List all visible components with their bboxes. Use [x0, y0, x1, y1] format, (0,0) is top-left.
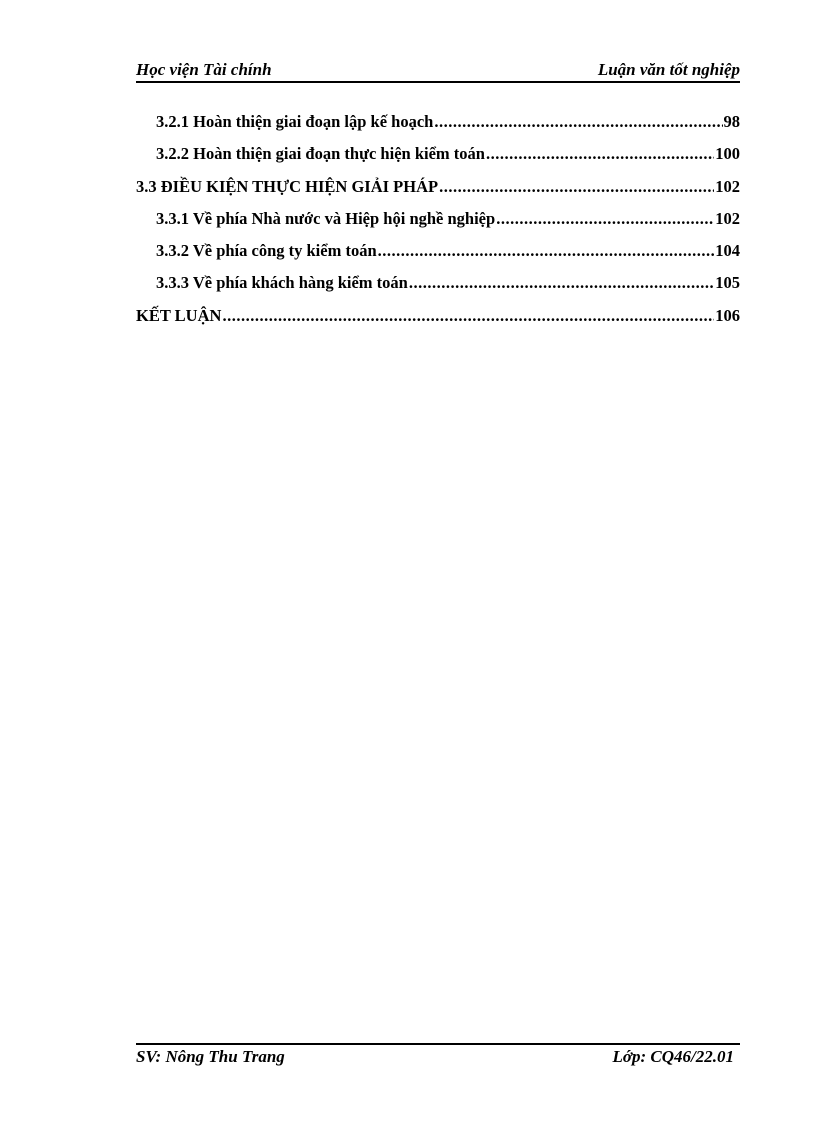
toc-entry[interactable]: [136, 306, 740, 338]
footer-student-name: SV: Nông Thu Trang: [136, 1047, 285, 1066]
toc-entry[interactable]: [136, 144, 740, 176]
toc-leader-dots: [496, 209, 714, 229]
toc-leader-dots: [434, 112, 722, 132]
toc-entry-label: 3.2.1 Hoàn thiện giai đoạn lập kế hoạch: [156, 112, 434, 131]
toc-leader-dots: [409, 273, 714, 293]
toc-entry-label: 3.3.1 Về phía Nhà nước và Hiệp hội nghề nghiệp: [156, 208, 496, 228]
toc-entry[interactable]: [136, 177, 740, 209]
toc-entry[interactable]: [136, 241, 740, 273]
table-of-contents: [136, 112, 740, 338]
toc-entry-label: 3.3.3 Về phía khách hàng kiểm toán: [156, 273, 408, 293]
toc-entry-page: 105: [715, 273, 740, 293]
toc-entry[interactable]: [136, 209, 740, 241]
toc-entry[interactable]: [136, 273, 740, 305]
toc-entry-page: 102: [715, 176, 740, 196]
toc-entry-page: 106: [715, 305, 740, 325]
toc-entry-label: 3.2.2 Hoàn thiện giai đoạn thực hiện kiểm toán: [156, 144, 485, 164]
page-header: [136, 58, 740, 83]
header-document-type: Luận văn tốt nghiệp: [597, 60, 740, 79]
toc-entry-page: 104: [715, 241, 740, 261]
page-footer: [136, 1043, 740, 1067]
toc-leader-dots: [222, 306, 714, 326]
footer-class-code: Lớp: CQ46/22.01: [612, 1047, 734, 1066]
toc-entry-page: 100: [715, 144, 740, 164]
toc-leader-dots: [378, 241, 715, 261]
toc-entry-label: KẾT LUẬN: [136, 305, 222, 325]
toc-entry[interactable]: [136, 112, 740, 144]
toc-entry-page: 98: [723, 112, 740, 131]
header-institution: Học viện Tài chính: [136, 60, 272, 79]
toc-leader-dots: [439, 177, 714, 197]
toc-entry-label: 3.3.2 Về phía công ty kiểm toán: [156, 241, 377, 261]
toc-entry-label: 3.3 ĐIỀU KIỆN THỰC HIỆN GIẢI PHÁP: [136, 176, 439, 196]
toc-entry-page: 102: [715, 208, 740, 228]
toc-leader-dots: [486, 144, 714, 164]
